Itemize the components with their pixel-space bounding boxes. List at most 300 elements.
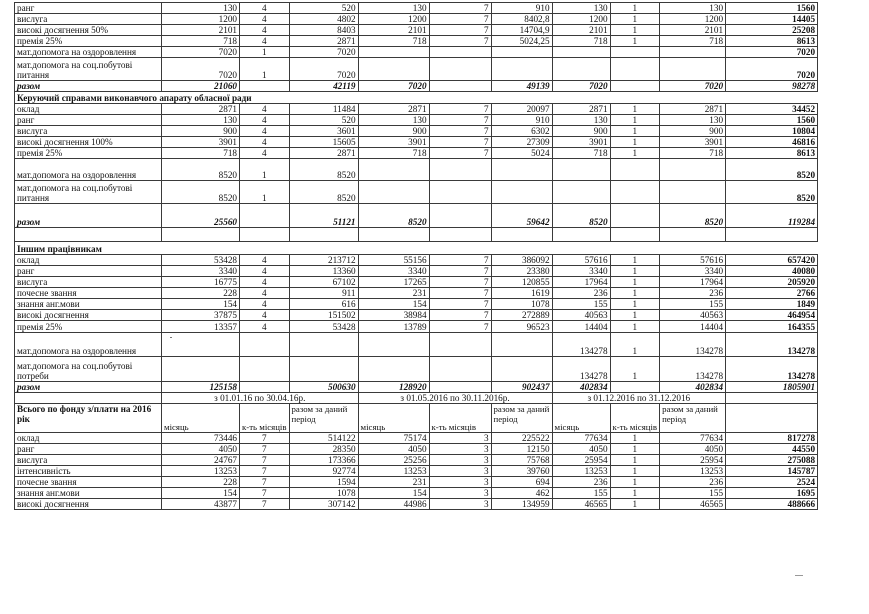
cell-value — [491, 333, 552, 357]
cell-value: 7 — [429, 266, 491, 277]
cell-value: 40563 — [552, 310, 610, 321]
table-row — [15, 181, 818, 204]
row-label: почесне звання — [15, 288, 162, 299]
scan-mark — [795, 575, 803, 576]
cell-value: 7 — [429, 14, 491, 25]
table-row — [15, 115, 818, 126]
cell-value: 2524 — [726, 477, 818, 488]
cell-value: 37875 — [162, 310, 240, 321]
cell-value: 44550 — [726, 444, 818, 455]
cell-value: 616 — [289, 299, 358, 310]
cell-value — [429, 357, 491, 382]
cell-value: 718 — [358, 148, 429, 159]
cell-value: 130 — [552, 115, 610, 126]
cell-value: 4050 — [162, 444, 240, 455]
row-label: вислуга — [15, 14, 162, 25]
cell-value: 4 — [240, 266, 290, 277]
cell-value: 12150 — [491, 444, 552, 455]
cell-value — [429, 181, 491, 204]
cell-value: 7 — [429, 288, 491, 299]
cell-value: 59642 — [491, 204, 552, 228]
cell-value: 1200 — [660, 14, 726, 25]
cell-value: 130 — [162, 115, 240, 126]
cell-value: 1805901 — [726, 382, 818, 393]
table-row — [15, 47, 818, 58]
cell-value — [552, 159, 610, 181]
cell-value: 96523 — [491, 321, 552, 333]
cell-value: 3901 — [660, 137, 726, 148]
cell-value: 14404 — [660, 321, 726, 333]
cell-value: 4 — [240, 288, 290, 299]
table-row — [15, 444, 818, 455]
table-row — [15, 488, 818, 499]
period-total-header: разом за даний період — [289, 404, 358, 433]
cell-value: 55156 — [358, 255, 429, 266]
cell-value — [610, 47, 660, 58]
row-label: мат.допомога на соц.побутові питання — [15, 58, 162, 81]
empty-cell — [726, 393, 818, 404]
period-label: з 01.01.16 по 30.04.16р. — [162, 393, 359, 404]
empty-cell — [552, 228, 610, 242]
cell-value: 228 — [162, 477, 240, 488]
cell-value: 17265 — [358, 277, 429, 288]
cell-value: 25208 — [726, 25, 818, 36]
cell-value — [358, 181, 429, 204]
row-label: знання анг.мови — [15, 488, 162, 499]
cell-value: 42119 — [289, 81, 358, 92]
cell-value: 16775 — [162, 277, 240, 288]
cell-value: 154 — [358, 299, 429, 310]
cell-value — [162, 357, 240, 382]
cell-value: 57616 — [552, 255, 610, 266]
cell-value — [660, 58, 726, 81]
cell-value — [552, 181, 610, 204]
cell-value — [429, 333, 491, 357]
cell-value: 130 — [552, 3, 610, 14]
cell-value: 205920 — [726, 277, 818, 288]
cell-value: 307142 — [289, 499, 358, 510]
cell-value: 145787 — [726, 466, 818, 477]
cell-value: 3340 — [358, 266, 429, 277]
cell-value: 25560 — [162, 204, 240, 228]
blank-row — [15, 228, 818, 242]
cell-value — [610, 181, 660, 204]
empty-cell — [162, 228, 240, 242]
cell-value: 128920 — [358, 382, 429, 393]
row-label: оклад — [15, 433, 162, 444]
cell-value: 8520 — [660, 204, 726, 228]
cell-value: 53428 — [162, 255, 240, 266]
cell-value: 4 — [240, 104, 290, 115]
cell-value: 7 — [429, 137, 491, 148]
cell-value: 13253 — [552, 466, 610, 477]
cell-value: 134278 — [660, 333, 726, 357]
period-total-header: разом за даний період — [491, 404, 552, 433]
cell-value: 17964 — [660, 277, 726, 288]
cell-value: 718 — [660, 36, 726, 47]
cell-value: 7020 — [162, 58, 240, 81]
cell-value: 15605 — [289, 137, 358, 148]
row-label: знання анг.мови — [15, 299, 162, 310]
cell-value: 154 — [358, 488, 429, 499]
cell-value: 51121 — [289, 204, 358, 228]
cell-value: 13360 — [289, 266, 358, 277]
cell-value — [429, 47, 491, 58]
cell-value: 173366 — [289, 455, 358, 466]
row-label: премія 25% — [15, 321, 162, 333]
cell-value: 2871 — [552, 104, 610, 115]
section-title-row — [15, 242, 818, 255]
cell-value: 7 — [240, 455, 290, 466]
cell-value: 2871 — [162, 104, 240, 115]
cell-value: 1078 — [289, 488, 358, 499]
cell-value: 1 — [610, 488, 660, 499]
cell-value: 1 — [610, 148, 660, 159]
cell-value: 4 — [240, 299, 290, 310]
cell-value — [429, 81, 491, 92]
cell-value: 7020 — [358, 81, 429, 92]
cell-value: 2871 — [660, 104, 726, 115]
row-label: разом — [15, 81, 162, 92]
table-row — [15, 466, 818, 477]
cell-value: 4 — [240, 321, 290, 333]
cell-value: 1 — [610, 444, 660, 455]
table-row — [15, 499, 818, 510]
cell-value — [240, 204, 290, 228]
cell-value: 1 — [610, 277, 660, 288]
cell-value: 13357 — [162, 321, 240, 333]
cell-value: 7 — [429, 36, 491, 47]
cell-value: 7020 — [726, 47, 818, 58]
cell-value: 7 — [429, 104, 491, 115]
cell-value: 46565 — [552, 499, 610, 510]
cell-value: 1560 — [726, 3, 818, 14]
cell-value — [240, 333, 290, 357]
cell-value: 5024 — [491, 148, 552, 159]
cell-value: 73446 — [162, 433, 240, 444]
row-label: мат.допомога на соц.побутові питання — [15, 181, 162, 204]
cell-value: 7 — [240, 444, 290, 455]
empty-cell — [726, 404, 818, 433]
cell-value: 910 — [491, 3, 552, 14]
cell-value: 1 — [610, 126, 660, 137]
cell-value: 130 — [660, 3, 726, 14]
cell-value: 1200 — [552, 14, 610, 25]
cell-value: 24767 — [162, 455, 240, 466]
cell-value: 155 — [660, 299, 726, 310]
cell-value: 155 — [660, 488, 726, 499]
cell-value: 520 — [289, 3, 358, 14]
cell-value: 657420 — [726, 255, 818, 266]
cell-value — [358, 47, 429, 58]
cell-value — [358, 58, 429, 81]
cell-value: 1 — [610, 333, 660, 357]
row-label: високі досягнення 100% — [15, 137, 162, 148]
table-row — [15, 137, 818, 148]
table-row — [15, 299, 818, 310]
cell-value: 7 — [240, 466, 290, 477]
cell-value: 1200 — [358, 14, 429, 25]
cell-value: 464954 — [726, 310, 818, 321]
cell-value: 2871 — [289, 148, 358, 159]
header-row — [15, 404, 818, 433]
cell-value: 718 — [162, 148, 240, 159]
cell-value — [610, 81, 660, 92]
cell-value: 1 — [610, 499, 660, 510]
cell-value: 4 — [240, 126, 290, 137]
cell-value: 14405 — [726, 14, 818, 25]
cell-value — [491, 357, 552, 382]
cell-value: 3340 — [660, 266, 726, 277]
cell-value: 718 — [552, 36, 610, 47]
cell-value — [660, 159, 726, 181]
cell-value: 272889 — [491, 310, 552, 321]
cell-value: 4 — [240, 115, 290, 126]
cell-value: 402834 — [552, 382, 610, 393]
cell-value: 1560 — [726, 115, 818, 126]
row-label: ранг — [15, 444, 162, 455]
cell-value — [240, 357, 290, 382]
cell-value: 7 — [429, 321, 491, 333]
cell-value: 1 — [240, 181, 290, 204]
cell-value: 8520 — [726, 181, 818, 204]
cell-value — [491, 47, 552, 58]
cell-value: 11484 — [289, 104, 358, 115]
cell-value: 7 — [429, 277, 491, 288]
cell-value: 25256 — [358, 455, 429, 466]
table-row — [15, 266, 818, 277]
cell-value: 53428 — [289, 321, 358, 333]
table-row — [15, 14, 818, 25]
cell-value: 39760 — [491, 466, 552, 477]
cell-value: 46816 — [726, 137, 818, 148]
cell-value: 13253 — [660, 466, 726, 477]
period-label: з 01.12.2016 по 31.12.2016 — [552, 393, 726, 404]
cell-value: 4 — [240, 3, 290, 14]
cell-value: 4802 — [289, 14, 358, 25]
cell-value: 3901 — [358, 137, 429, 148]
cell-value: 75174 — [358, 433, 429, 444]
cell-value: 231 — [358, 477, 429, 488]
cell-value: 911 — [289, 288, 358, 299]
cell-value — [240, 382, 290, 393]
cell-value: 75768 — [491, 455, 552, 466]
cell-value: 1 — [610, 299, 660, 310]
cell-value: 718 — [660, 148, 726, 159]
cell-value — [358, 159, 429, 181]
cell-value: 134278 — [726, 333, 818, 357]
cell-value — [491, 159, 552, 181]
cell-value: 3 — [429, 433, 491, 444]
cell-value: 8520 — [358, 204, 429, 228]
months-count-header: к-ть місяців — [240, 404, 290, 433]
cell-value: 1078 — [491, 299, 552, 310]
cell-value: 228 — [162, 288, 240, 299]
cell-value: 13253 — [358, 466, 429, 477]
cell-value: 10804 — [726, 126, 818, 137]
cell-value: 23380 — [491, 266, 552, 277]
cell-value: 3 — [429, 455, 491, 466]
cell-value: 7020 — [289, 47, 358, 58]
empty-cell — [429, 228, 491, 242]
period-label: з 01.05.2016 по 30.11.2016р. — [358, 393, 552, 404]
empty-cell — [240, 228, 290, 242]
cell-value — [289, 357, 358, 382]
table-row — [15, 126, 818, 137]
cell-value: 28350 — [289, 444, 358, 455]
cell-value: 520 — [289, 115, 358, 126]
cell-value — [552, 47, 610, 58]
cell-value: 3901 — [552, 137, 610, 148]
period-row — [15, 393, 818, 404]
cell-value: 134278 — [552, 357, 610, 382]
cell-value: 1 — [240, 47, 290, 58]
empty-cell — [491, 228, 552, 242]
cell-value: 155 — [552, 299, 610, 310]
cell-value: 1 — [610, 477, 660, 488]
cell-value: 4 — [240, 14, 290, 25]
cell-value: 7 — [429, 25, 491, 36]
cell-value: 2101 — [358, 25, 429, 36]
cell-value: 134278 — [552, 333, 610, 357]
month-header: місяць — [552, 404, 610, 433]
cell-value: 1 — [610, 310, 660, 321]
cell-value: 7 — [429, 115, 491, 126]
cell-value: 2101 — [660, 25, 726, 36]
cell-value: 3 — [429, 499, 491, 510]
row-label: почесне звання — [15, 477, 162, 488]
cell-value: 4050 — [660, 444, 726, 455]
cell-value: 1 — [610, 255, 660, 266]
row-label: оклад — [15, 255, 162, 266]
table-row — [15, 288, 818, 299]
cell-value: 1619 — [491, 288, 552, 299]
cell-value: 8613 — [726, 148, 818, 159]
cell-value: 488666 — [726, 499, 818, 510]
cell-value: 1 — [610, 321, 660, 333]
cell-value: 130 — [162, 3, 240, 14]
cell-value: 25954 — [660, 455, 726, 466]
cell-value: 1 — [610, 266, 660, 277]
empty-cell — [660, 228, 726, 242]
cell-value: 98278 — [726, 81, 818, 92]
cell-value: 151502 — [289, 310, 358, 321]
cell-value: 8520 — [289, 181, 358, 204]
cell-value: 134959 — [491, 499, 552, 510]
row-label: премія 25% — [15, 148, 162, 159]
cell-value: 910 — [491, 115, 552, 126]
cell-value: 1 — [610, 455, 660, 466]
table-row — [15, 159, 818, 181]
cell-value: 1 — [610, 14, 660, 25]
cell-value: 3 — [429, 477, 491, 488]
cell-value: 1 — [610, 466, 660, 477]
cell-value: 1 — [240, 58, 290, 81]
cell-value: 1 — [610, 137, 660, 148]
row-label: вислуга — [15, 455, 162, 466]
row-label: оклад — [15, 104, 162, 115]
cell-value: 25954 — [552, 455, 610, 466]
row-label: мат.допомога на оздоровлення — [15, 47, 162, 58]
row-label: премія 25% — [15, 36, 162, 47]
cell-value: 902437 — [491, 382, 552, 393]
cell-value: 718 — [552, 148, 610, 159]
cell-value: 275088 — [726, 455, 818, 466]
empty-cell — [15, 393, 162, 404]
table-row — [15, 81, 818, 92]
cell-value: 3 — [429, 444, 491, 455]
cell-value: 130 — [358, 115, 429, 126]
cell-value: 4 — [240, 137, 290, 148]
cell-value — [491, 181, 552, 204]
cell-value: 164355 — [726, 321, 818, 333]
cell-value: 900 — [358, 126, 429, 137]
cell-value: 38984 — [358, 310, 429, 321]
cell-value: 4 — [240, 36, 290, 47]
cell-value — [162, 333, 240, 357]
cell-value: 8520 — [552, 204, 610, 228]
cell-value — [429, 204, 491, 228]
cell-value: 7 — [240, 433, 290, 444]
cell-value: 1 — [610, 357, 660, 382]
empty-cell — [358, 228, 429, 242]
cell-value: 3340 — [552, 266, 610, 277]
month-header: місяць — [162, 404, 240, 433]
cell-value: 1 — [610, 104, 660, 115]
cell-value: 514122 — [289, 433, 358, 444]
cell-value: 225522 — [491, 433, 552, 444]
cell-value: 718 — [358, 36, 429, 47]
cell-value: 120855 — [491, 277, 552, 288]
cell-value: 7 — [429, 148, 491, 159]
cell-value: 7 — [429, 299, 491, 310]
cell-value: 154 — [162, 299, 240, 310]
cell-value: 17964 — [552, 277, 610, 288]
section-title: Іншим працівникам — [15, 242, 818, 255]
empty-cell — [289, 228, 358, 242]
cell-value: 34452 — [726, 104, 818, 115]
cell-value: 1 — [610, 433, 660, 444]
cell-value: 817278 — [726, 433, 818, 444]
cell-value: 155 — [552, 488, 610, 499]
cell-value: 402834 — [660, 382, 726, 393]
cell-value — [552, 58, 610, 81]
cell-value — [429, 159, 491, 181]
table-row — [15, 310, 818, 321]
table-row — [15, 3, 818, 14]
cell-value: 2871 — [289, 36, 358, 47]
cell-value — [491, 58, 552, 81]
section-title-row — [15, 92, 818, 104]
cell-value: 2766 — [726, 288, 818, 299]
cell-value: 134278 — [660, 357, 726, 382]
cell-value — [660, 47, 726, 58]
cell-value: 40080 — [726, 266, 818, 277]
cell-value — [289, 333, 358, 357]
period-total-header: разом за даний період — [660, 404, 726, 433]
cell-value: 2101 — [552, 25, 610, 36]
cell-value: 1 — [610, 288, 660, 299]
table-row — [15, 277, 818, 288]
cell-value — [610, 58, 660, 81]
empty-cell — [610, 228, 660, 242]
table-row — [15, 382, 818, 393]
cell-value: 4 — [240, 255, 290, 266]
cell-value: 77634 — [660, 433, 726, 444]
cell-value: 1849 — [726, 299, 818, 310]
empty-cell — [726, 228, 818, 242]
cell-value: 130 — [660, 115, 726, 126]
